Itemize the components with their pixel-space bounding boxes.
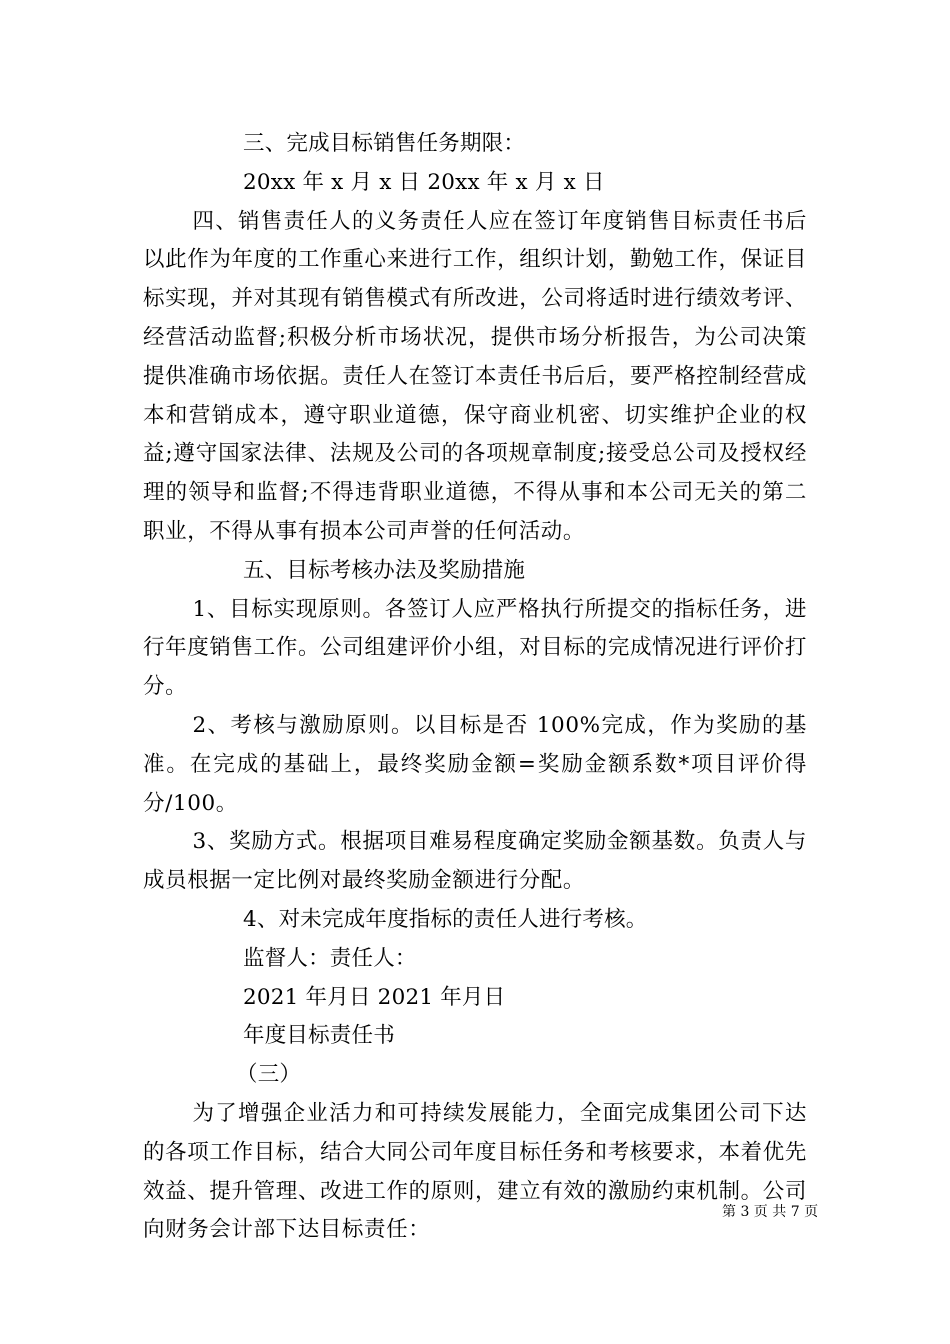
document-body — [143, 125, 807, 1250]
section-three-heading: 三、完成目标销售任务期限： — [243, 131, 526, 156]
item-two-paragraph: 2、考核与激励原则。以目标是否 100%完成，作为奖励的基准。在完成的基础上，最终奖励金额=奖励金额系数*项目评价得分/100。 — [143, 712, 807, 816]
item-four-line: 4、对未完成年度指标的责任人进行考核。 — [243, 906, 648, 932]
signature-dates-line: 2021 年月日 2021 年月日 — [243, 984, 506, 1010]
signers-line: 监督人：责任人： — [243, 945, 417, 971]
part-three-label: （三） — [236, 1062, 302, 1088]
section-four-paragraph: 四、销售责任人的义务责任人应在签订年度销售目标责任书后以此作为年度的工作重心来进行工作，组织计划，勤勉工作，保证目标实现，并对其现有销售模式有所改进，公司将适时进行绩效考评、经营活动监督;积极分析市场状况，提供市场分析报告，为公司决策提供准确市场依据。责任人在签订本责任书后后，要严格控制经营成本和营销成本，遵守职业道德，保守商业机密、切实维护企业的权益;遵守国家法律、法规及公司的各项规章制度;接受总公司及授权经理的领导和监督;不得违背职业道德，不得从事和本公司无关的第二职业，不得从事有损本公司声誉的任何活动。 — [143, 208, 807, 544]
item-one-paragraph: 1、目标实现原则。各签订人应严格执行所提交的指标任务，进行年度销售工作。公司组建评价小组，对目标的完成情况进行评价打分。 — [143, 596, 807, 700]
task-period-dates: 20xx 年 x 月 x 日 20xx 年 x 月 x 日 — [243, 169, 605, 195]
item-three-paragraph: 3、奖励方式。根据项目难易程度确定奖励金额基数。负责人与成员根据一定比例对最终奖励金额进行分配。 — [143, 829, 807, 894]
second-title: 年度目标责任书 — [243, 1023, 395, 1049]
intro-paragraph: 为了增强企业活力和可持续发展能力，全面完成集团公司下达的各项工作目标，结合大同公司年度目标任务和考核要求，本着优先效益、提升管理、改进工作的原则，建立有效的激励约束机制。公司向财务会计部下达目标责任： — [143, 1100, 807, 1243]
section-five-heading: 五、目标考核办法及奖励措施 — [243, 557, 526, 583]
page-number-footer: 第 3 页 共 7 页 — [722, 1204, 819, 1220]
